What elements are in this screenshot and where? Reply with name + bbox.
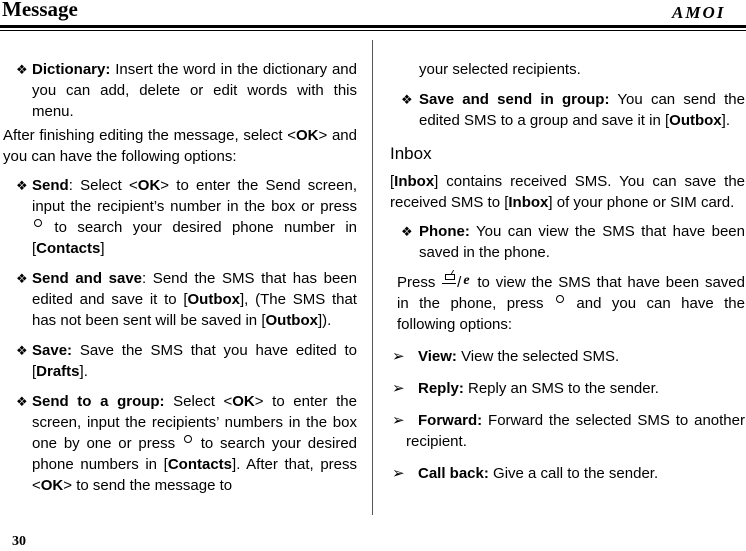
text-run: > and you can have the following options:	[3, 127, 357, 165]
option-text: Forward the selected SMS to another recipient.	[406, 412, 745, 450]
inbox-paragraph	[390, 171, 745, 213]
option-text: View the selected SMS.	[456, 348, 620, 365]
bullet-send-and-save	[3, 268, 357, 331]
text-run: > to enter the screen, input the recipients’ numbers in the box one by one or press	[32, 393, 357, 452]
column-divider	[372, 40, 373, 515]
text-run: Press	[397, 274, 442, 291]
arrow-bullet-icon: ➢	[392, 412, 405, 429]
brand-logo: AMOI	[672, 3, 726, 22]
text-run: ], (The SMS that has not been sent will be saved in [	[32, 291, 357, 329]
text-run: ]. After that, press <	[32, 456, 357, 494]
diamond-bullet-icon: ❖	[401, 224, 413, 239]
option-text: Reply an SMS to the sender.	[463, 380, 659, 397]
inbox-heading: Inbox	[390, 144, 432, 163]
diamond-bullet-icon: ❖	[401, 92, 413, 107]
outbox-label: Outbox	[669, 112, 722, 129]
bullet-label: Send and save	[32, 270, 142, 287]
text-run: ].	[721, 112, 730, 129]
bullet-send	[3, 175, 357, 259]
bullet-label: Dictionary:	[32, 61, 111, 78]
text-run: ]	[100, 240, 105, 257]
diamond-bullet-icon: ❖	[16, 62, 28, 77]
text-run: ]).	[317, 312, 332, 329]
bullet-label: Send	[32, 177, 69, 194]
search-key-icon	[556, 295, 564, 303]
drafts-label: Drafts	[36, 363, 80, 380]
arrow-bullet-icon: ➢	[392, 465, 405, 482]
diamond-bullet-icon: ❖	[16, 394, 28, 409]
option-forward	[390, 410, 745, 452]
header-rule-thin	[0, 30, 746, 31]
option-view	[390, 346, 745, 367]
text-run: to search your desired phone number in [	[32, 219, 357, 257]
diamond-bullet-icon: ❖	[16, 178, 28, 193]
browser-e-icon: e	[463, 273, 470, 288]
header-rule-thick	[0, 25, 746, 28]
text-run: [	[390, 173, 395, 190]
text-run: and you can have the following options:	[397, 295, 745, 333]
bullet-phone	[390, 221, 745, 263]
ok-key-label: OK	[137, 177, 161, 194]
option-text: Give a call to the sender.	[488, 465, 659, 482]
right-column	[390, 59, 745, 484]
page-title: Message	[2, 0, 78, 21]
text-run: > to enter the Send screen, input the recipient’s number in the box or press	[32, 177, 357, 215]
text-run: to search your desired phone numbers in [	[32, 435, 357, 473]
arrow-bullet-icon: ➢	[392, 380, 405, 397]
diamond-bullet-icon: ❖	[16, 343, 28, 358]
outbox-label: Outbox	[187, 291, 241, 308]
continuation-text: your selected recipients.	[419, 61, 581, 78]
text-run: /	[457, 274, 462, 291]
text-run: > to send the message to	[63, 477, 233, 494]
bullet-label: Phone:	[419, 223, 470, 240]
arrow-bullet-icon: ➢	[392, 348, 405, 365]
text-run: ] of your phone or SIM card.	[548, 194, 735, 211]
search-key-icon	[34, 219, 42, 227]
option-label: Call back:	[418, 465, 489, 482]
bullet-save-and-send-group	[390, 89, 745, 131]
option-label: View:	[418, 348, 457, 365]
text-run: You can send the edited SMS to a group and save it in [	[419, 91, 745, 129]
option-reply	[390, 378, 745, 399]
diamond-bullet-icon: ❖	[16, 271, 28, 286]
text-run: You can view the SMS that have been saved in the phone.	[419, 223, 745, 261]
text-run: After finishing editing the message, select <	[3, 127, 296, 144]
message-key-icon	[442, 273, 456, 284]
search-key-icon	[184, 435, 192, 443]
bullet-dictionary	[3, 59, 357, 122]
option-call-back	[390, 463, 745, 484]
ok-key-label: OK	[40, 477, 64, 494]
ok-key-label: OK	[232, 393, 255, 410]
text-run: : Select <	[68, 177, 138, 194]
after-editing-paragraph	[3, 125, 357, 167]
ok-key-label: OK	[296, 127, 319, 144]
text-run: : Send the SMS that has been edited and save it to [	[32, 270, 357, 308]
text-run: Select <	[164, 393, 233, 410]
option-label: Reply:	[418, 380, 464, 397]
inbox-label: Inbox	[508, 194, 549, 211]
bullet-text: Insert the word in the dictionary and you can add, delete or edit words with this menu.	[32, 61, 357, 120]
page-number: 30	[12, 534, 26, 549]
inbox-label: Inbox	[394, 173, 435, 190]
outbox-label: Outbox	[265, 312, 318, 329]
bullet-send-to-group	[3, 391, 357, 496]
bullet-label: Save and send in group:	[419, 91, 610, 108]
text-run: ].	[79, 363, 88, 380]
text-run: to view the SMS that have been saved in the phone, press	[397, 274, 745, 312]
press-paragraph	[390, 270, 745, 335]
contacts-label: Contacts	[36, 240, 101, 257]
left-column	[3, 59, 357, 496]
bullet-label: Send to a group:	[32, 393, 165, 410]
contacts-label: Contacts	[167, 456, 233, 473]
bullet-save	[3, 340, 357, 382]
bullet-label: Save:	[32, 342, 73, 359]
text-run: ] contains received SMS. You can save the received SMS to [	[390, 173, 745, 211]
option-label: Forward:	[418, 412, 483, 429]
text-run: Save the SMS that you have edited to [	[32, 342, 357, 380]
